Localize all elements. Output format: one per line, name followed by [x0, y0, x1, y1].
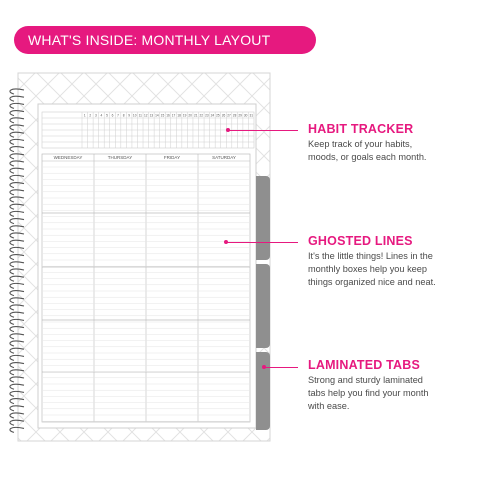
leader-dot-ghosted [224, 240, 228, 244]
habit-day-label: 13 [149, 113, 154, 118]
tab-1 [256, 176, 270, 260]
day-header: SATURDAY [212, 155, 236, 161]
callout-desc-line: It's the little things! Lines in the [308, 251, 433, 261]
callout-desc-tabs [308, 374, 448, 413]
callout-title-ghosted: GHOSTED LINES [308, 234, 413, 248]
leader-line-habit [228, 130, 298, 131]
callout-desc-habit [308, 138, 448, 164]
habit-day-label: 28 [232, 113, 237, 118]
tab-3 [256, 352, 270, 430]
callout-desc-line: Keep track of your habits, [308, 139, 413, 149]
callout-desc-ghosted [308, 250, 448, 289]
habit-day-label: 15 [160, 113, 165, 118]
leader-line-tabs [264, 367, 298, 368]
habit-day-label: 12 [144, 113, 148, 118]
habit-day-label: 24 [210, 113, 215, 118]
leader-line-ghosted [226, 242, 298, 243]
habit-day-label: 10 [132, 113, 137, 118]
habit-day-label: 27 [227, 113, 231, 118]
leader-dot-habit [226, 128, 230, 132]
habit-day-label: 29 [238, 113, 242, 118]
habit-day-label: 26 [221, 113, 226, 118]
day-header: THURSDAY [107, 155, 133, 161]
habit-day-label: 25 [216, 113, 220, 118]
banner-title: WHAT'S INSIDE: MONTHLY LAYOUT [28, 32, 271, 48]
habit-day-label: 17 [171, 113, 176, 118]
habit-day-label: 8 [122, 113, 125, 118]
callout-desc-line: monthly boxes help you keep [308, 264, 428, 274]
habit-day-label: 7 [117, 113, 119, 118]
day-header: WEDNESDAY [53, 155, 83, 161]
habit-day-label: 4 [100, 113, 103, 118]
tab-2 [256, 264, 270, 348]
habit-day-label: 23 [205, 113, 209, 118]
habit-day-label: 2 [89, 113, 92, 118]
habit-day-label: 9 [128, 113, 131, 118]
callout-desc-line: Strong and sturdy laminated [308, 375, 423, 385]
habit-day-label: 21 [193, 113, 198, 118]
habit-day-label: 1 [83, 113, 86, 118]
habit-day-label: 22 [199, 113, 204, 118]
habit-day-label: 19 [182, 113, 187, 118]
day-header: FRIDAY [163, 155, 181, 161]
callout-desc-line: moods, or goals each month. [308, 152, 427, 162]
habit-day-label: 6 [111, 113, 114, 118]
callout-title-tabs: LAMINATED TABS [308, 358, 421, 372]
habit-day-label: 3 [94, 113, 97, 118]
habit-day-label: 31 [249, 113, 253, 118]
habit-day-label: 20 [188, 113, 192, 118]
habit-day-label: 18 [177, 113, 181, 118]
habit-day-label: 11 [138, 113, 142, 118]
habit-day-label: 5 [106, 113, 108, 118]
habit-day-label: 14 [155, 113, 159, 118]
leader-dot-tabs [262, 365, 266, 369]
callout-title-habit: HABIT TRACKER [308, 122, 414, 136]
laminated-tabs [256, 176, 270, 430]
callout-desc-line: things organized nice and neat. [308, 277, 436, 287]
callout-desc-line: tabs help you find your month [308, 388, 429, 398]
habit-day-label: 30 [243, 113, 248, 118]
habit-day-label: 16 [166, 113, 170, 118]
callout-desc-line: with ease. [308, 401, 350, 411]
